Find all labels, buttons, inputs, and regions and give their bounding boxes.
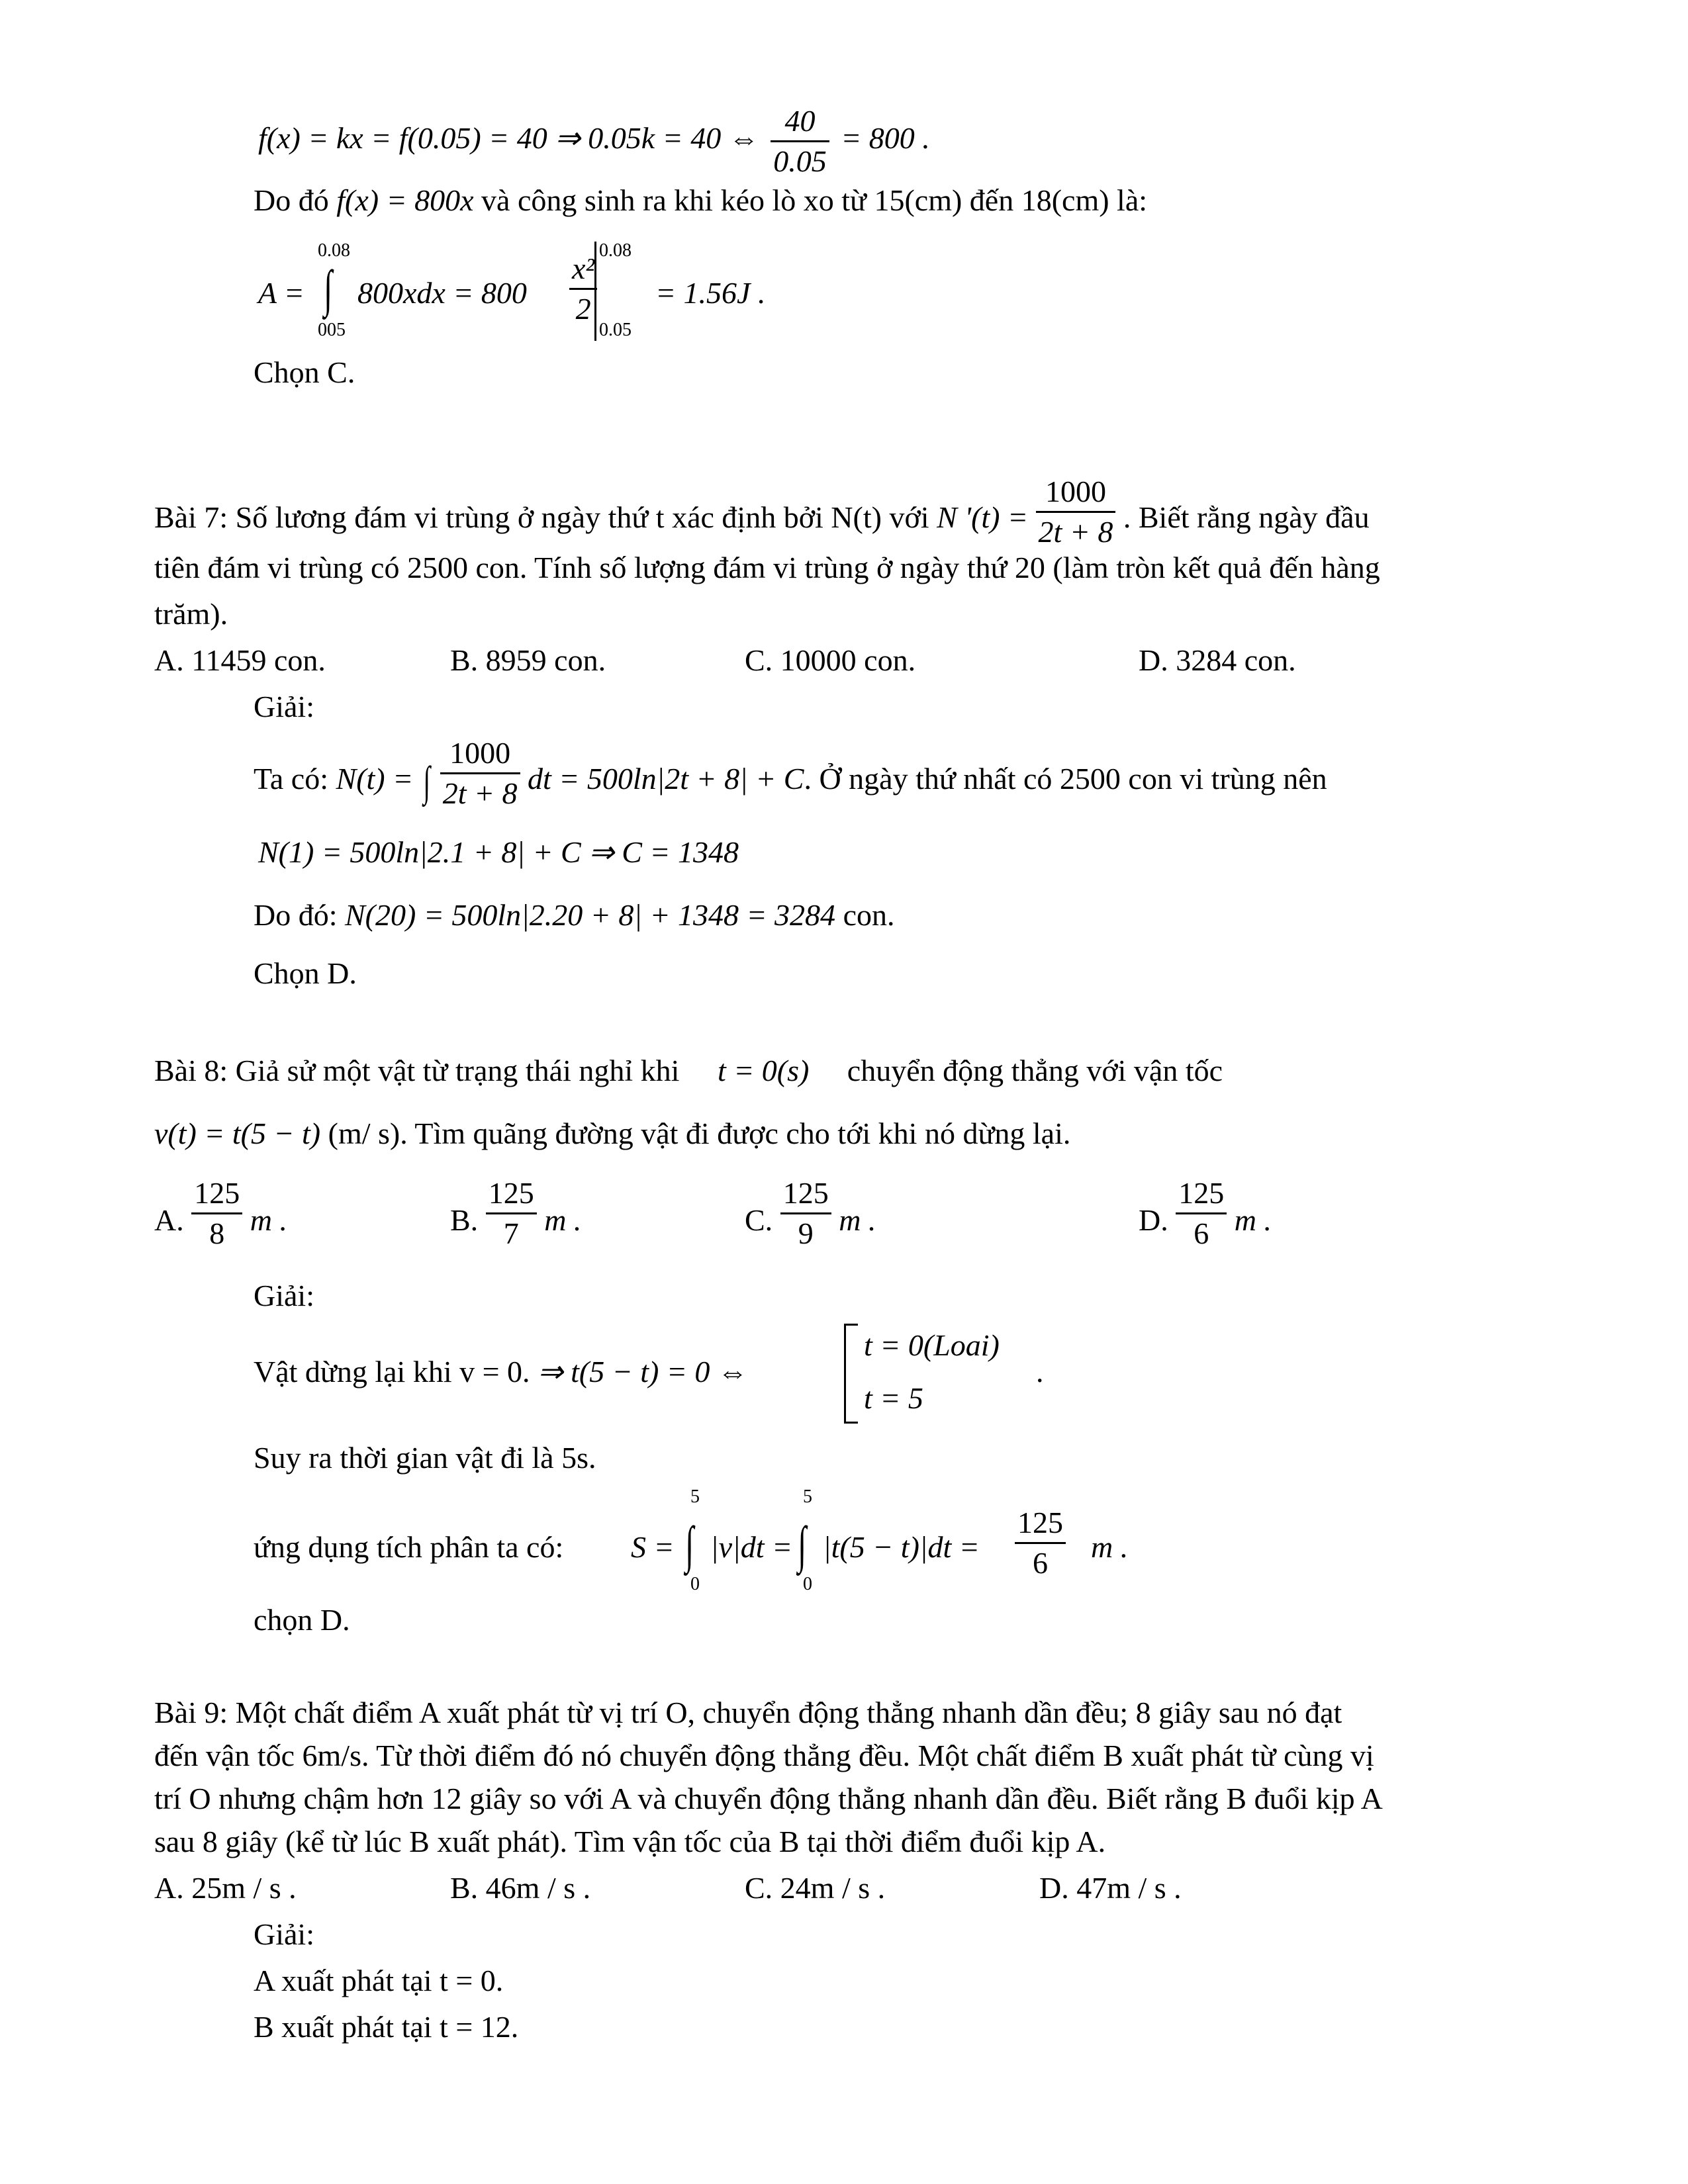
solution-label: Giải: xyxy=(254,1917,314,1951)
bai7-option-a: A. 11459 con. xyxy=(154,643,326,677)
bai8-solution-line3: ứng dụng tích phân ta có: S = 5 ∫ 0 |v|dt = 5 ∫ 0 |t(5 − t)|dt = $\frac{125}{6}$ m . xyxy=(254,1486,1129,1594)
bai7-question-line3: trăm). xyxy=(154,597,228,631)
bai7-option-c: C. 10000 con. xyxy=(745,643,916,677)
bai7-option-d: D. 3284 con. xyxy=(1139,643,1296,677)
case-bracket xyxy=(844,1324,858,1424)
bai9-question-line4: sau 8 giây (kể từ lúc B xuất phát). Tìm vận tốc của B tại thời điểm đuổi kịp A. xyxy=(154,1825,1106,1858)
case-2: t = 5 xyxy=(864,1381,923,1415)
bai9-solution-line1: A xuất phát tại t = 0. xyxy=(254,1964,504,1997)
bai7-question: Bài 7: Số lương đám vi trùng ở ngày thứ t xác định bởi N(t) với N '(t) = $\frac{1000}{2t + 8}$ . Biết rằng ngày đầu xyxy=(154,475,1370,549)
bai8-question-line2: v(t) = t(5 − t) (m/ s). Tìm quãng đường vật đi được cho tới khi nó dừng lại. xyxy=(154,1116,1071,1150)
bai8-question: Bài 8: Giả sử một vật từ trạng thái nghỉ khi t = 0(s) chuyển động thẳng với vận tốc xyxy=(154,1054,1223,1087)
bai9-question-line1: Bài 9: Một chất điểm A xuất phát từ vị trí O, chuyển động thẳng nhanh dần đều; 8 giây sau nó đạt xyxy=(154,1696,1342,1729)
answer-choice: Chọn D. xyxy=(254,956,357,990)
bai9-option-a: A. 25m / s . xyxy=(154,1871,297,1905)
bai7-solution-line2: N(1) = 500ln|2.1 + 8| + C ⇒ C = 1348 xyxy=(258,835,739,869)
bai8-option-b: B. $\frac{125}{7}$ m . xyxy=(450,1176,582,1250)
bai9-solution-line2: B xuất phát tại t = 12. xyxy=(254,2010,519,2044)
period: . xyxy=(1036,1355,1044,1388)
bai9-option-d: D. 47m / s . xyxy=(1039,1871,1182,1905)
bai7-solution-line3: Do đó: N(20) = 500ln|2.20 + 8| + 1348 = 3284 con. xyxy=(254,898,895,932)
answer-choice: chọn D. xyxy=(254,1603,350,1637)
bai9-option-b: B. 46m / s . xyxy=(450,1871,591,1905)
bai7-solution-line1: Ta có: N(t) = ∫ $\frac{1000}{2t + 8}$ dt = 500ln|2t + 8| + C. Ở ngày thứ nhất có 2500 con vi trùng nên xyxy=(254,736,1327,810)
bai8-solution-line2: Suy ra thời gian vật đi là 5s. xyxy=(254,1441,596,1475)
bai9-option-c: C. 24m / s . xyxy=(745,1871,886,1905)
answer-choice: Chọn C. xyxy=(254,355,355,389)
case-1: t = 0(Loai) xyxy=(864,1328,1000,1362)
work-integral: 0.08 A = ∫ 800xdx = 800 005 $\frac{\text{x²}}{2}$ 0.08 0.05 = 1.56J . xyxy=(258,240,766,340)
text-line: Do đó f(x) = 800x và công sinh ra khi kéo lò xo từ 15(cm) đến 18(cm) là: xyxy=(254,183,1148,217)
solution-label: Giải: xyxy=(254,1279,314,1312)
bai7-question-line2: tiên đám vi trùng có 2500 con. Tính số lượng đám vi trùng ở ngày thứ 20 (làm tròn kết quả đến hàng xyxy=(154,551,1380,584)
bai8-solution-line1: Vật dừng lại khi v = 0. ⇒ t(5 − t) = 0 ⇔ xyxy=(254,1355,748,1388)
solution-label: Giải: xyxy=(254,690,314,723)
bai8-option-c: C. $\frac{125}{9}$ m . xyxy=(745,1176,876,1250)
bai9-question-line2: đến vận tốc 6m/s. Từ thời điểm đó nó chuyển động thẳng đều. Một chất điểm B xuất phát từ cùng vị xyxy=(154,1739,1374,1772)
eq-spring-constant: f(x) = kx = f(0.05) = 40 ⇒ 0.05k = 40 ⇔ $\frac{40}{0.05}$ = 800 . xyxy=(258,104,930,178)
bai8-option-d: D. $\frac{125}{6}$ m . xyxy=(1139,1176,1272,1250)
bai9-question-line3: trí O nhưng chậm hơn 12 giây so với A và chuyển động thẳng nhanh dần đều. Biết rằng B đuổi kịp A xyxy=(154,1782,1383,1815)
bai8-option-a: A. $\frac{125}{8}$ m . xyxy=(154,1176,287,1250)
bai7-option-b: B. 8959 con. xyxy=(450,643,606,677)
